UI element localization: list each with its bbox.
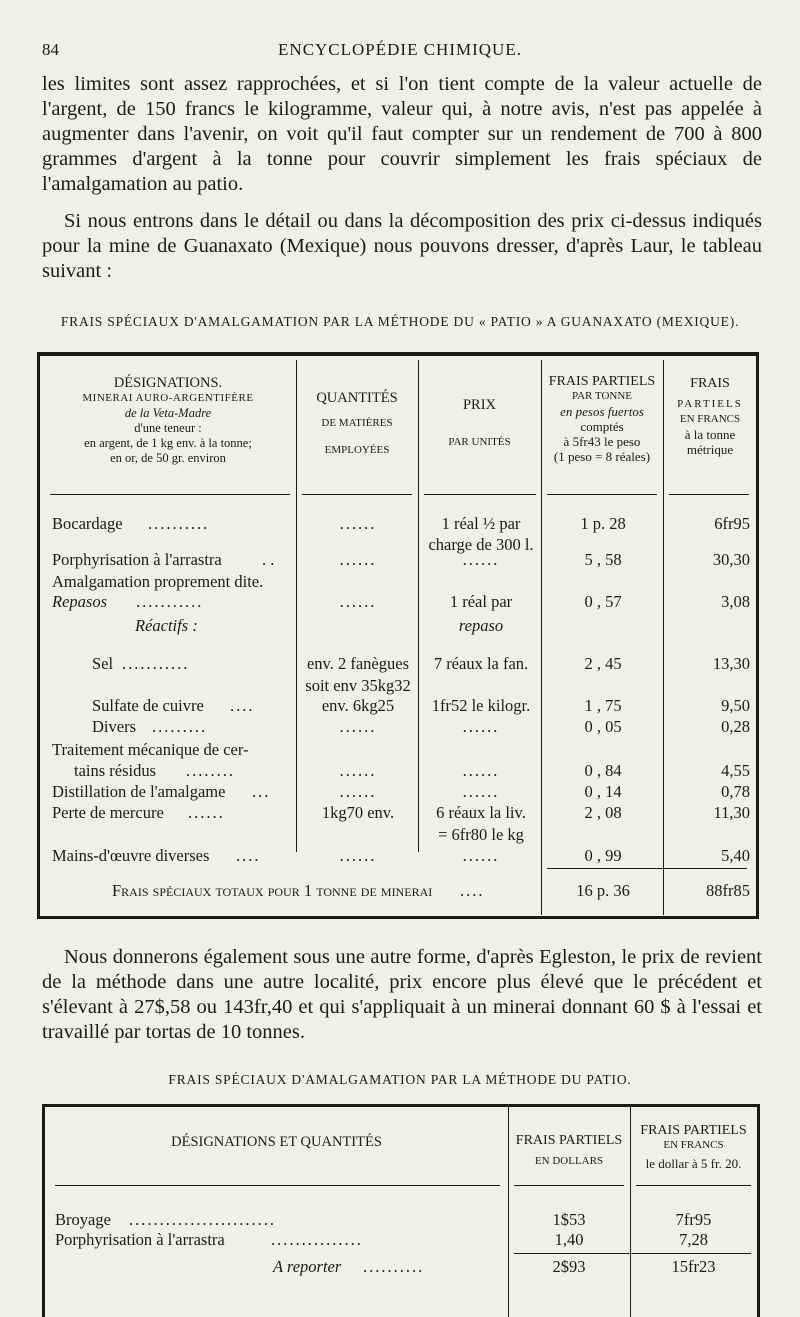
page-number: 84 xyxy=(42,40,59,59)
table-row: Mains-d'œuvre diverses .... ...... ...... 0 , 99 5,40 xyxy=(52,846,750,865)
header-designations-quantites: DÉSIGNATIONS ET QUANTITÉS xyxy=(171,1134,382,1150)
table-row: Distillation de l'amalgame ... ...... ...... 0 , 14 0,78 xyxy=(52,782,750,801)
paragraph-3: Nous donnerons également sous une autre forme, d'après Egleston, le prix de revient de la méthode dans une autre localité, prix encore plus élevé que le précédent et s'élevant à 27$,58 ou 143fr,40 et qui s'appliquait à un minerai donnant 60 $ à l'essai et travaillé par tortas de 10 tonnes. xyxy=(42,946,762,1043)
table-row: Sel ........... env. 2 fanègues 7 réaux la fan. 2 , 45 13,30 xyxy=(92,654,750,673)
paragraph-2: Si nous entrons dans le détail ou dans la décomposition des prix ci-dessus indiqués pour la mine de Guanaxato (Mexique) nous pouvons dresser, d'après Laur, le tableau suivant : xyxy=(42,210,762,282)
paragraph-1: les limites sont assez rapprochées, et si l'on tient compte de la valeur actuelle de l'argent, de 150 francs le kilogramme, valeur qui, à notre avis, n'est pas appelée à augmenter dans l'avenir, on voit qu'il faut compter sur un rendement de 700 à 800 grammes d'argent à la tonne pour couvrir simplement les frais spéciaux de l'amalgamation au patio. xyxy=(42,73,762,195)
table-row: tains résidus ........ ...... ...... 0 , 84 4,55 xyxy=(74,761,750,780)
table-row: Repasos ........... ...... 1 réal par 0 , 57 3,08 xyxy=(52,592,750,611)
table-1 xyxy=(37,352,759,919)
header-frais-pesos: FRAIS PARTIELS PAR TONNE en pesos fuertos comptés à 5fr43 le peso (1 peso = 8 réales) xyxy=(548,374,656,464)
header-frais-francs-2: FRAIS PARTIELS EN FRANCS le dollar à 5 fr. 20. xyxy=(640,1123,747,1171)
header-prix: PRIX PAR UNITÉS xyxy=(448,397,511,448)
table-row: Traitement mécanique de cer- xyxy=(52,740,249,759)
running-title: ENCYCLOPÉDIE CHIMIQUE. xyxy=(278,40,522,59)
table-total-row: Frais spéciaux totaux pour 1 tonne de minerai .... 16 p. 36 88fr85 xyxy=(112,881,750,900)
table-row: Sulfate de cuivre .... env. 6kg25 1fr52 le kilogr. 1 , 75 9,50 xyxy=(92,696,750,715)
table-row: Bocardage .......... ...... 1 réal ½ par 1 p. 28 6fr95 xyxy=(52,514,750,533)
table-row: = 6fr80 le kg xyxy=(438,825,524,844)
table-row: Broyage ........................ 1$53 7fr95 xyxy=(55,1210,712,1229)
header-quantites: QUANTITÉS DE MATIÈRES EMPLOYÉES xyxy=(316,390,398,456)
table-row: Porphyrisation à l'arrastra ............... 1,40 7,28 xyxy=(55,1230,708,1249)
table-row: Réactifs : repaso xyxy=(135,616,504,635)
table-row: Porphyrisation à l'arrastra . . ...... ...... 5 , 58 30,30 xyxy=(52,550,750,569)
table-row: Perte de mercure ...... 1kg70 env. 6 réaux la liv. 2 , 08 11,30 xyxy=(52,803,750,822)
table-row: Divers ......... ...... ...... 0 , 05 0,28 xyxy=(92,717,750,736)
table-row: charge de 300 l. xyxy=(428,535,534,554)
header-frais-dollars: FRAIS PARTIELS EN DOLLARS xyxy=(515,1133,623,1167)
table-2 xyxy=(42,1104,760,1317)
table1-caption: FRAIS SPÉCIAUX D'AMALGAMATION PAR LA MÉTHODE DU « PATIO » A GUANAXATO (MEXIQUE). xyxy=(60,314,740,329)
table2-caption: FRAIS SPÉCIAUX D'AMALGAMATION PAR LA MÉTHODE DU PATIO. xyxy=(168,1072,632,1087)
header-designations: DÉSIGNATIONS. MINERAI AURO-ARGENTIFÈRE de la Veta-Madre d'une teneur : en argent, de 1 kg env. à la tonne; en or, de 50 gr. environ xyxy=(82,375,254,465)
header-frais-francs: FRAIS PARTIELS EN FRANCS à la tonne métrique xyxy=(677,376,743,457)
table-row: A reporter .......... 2$93 15fr23 xyxy=(273,1257,716,1276)
table-row: soit env 35kg32 xyxy=(305,676,411,695)
table-row: Amalgamation proprement dite. xyxy=(52,572,264,591)
